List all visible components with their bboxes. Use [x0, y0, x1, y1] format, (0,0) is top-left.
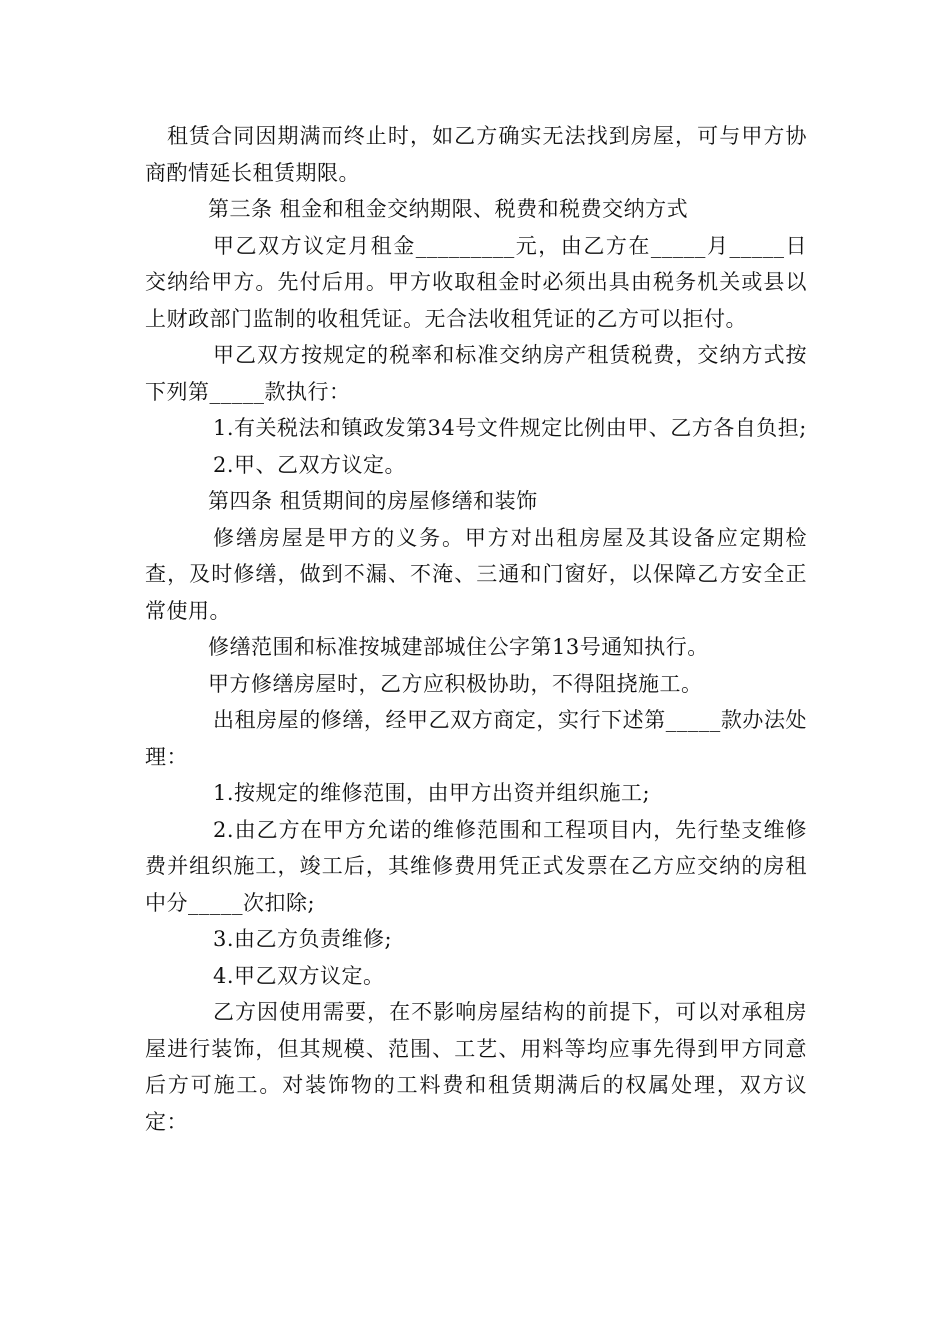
list-item-repair-3: 3.由乙方负责维修;: [213, 927, 393, 951]
heading-article-4: 第四条 租赁期间的房屋修缮和装饰: [208, 489, 538, 513]
list-item-tax-2: 2.甲、乙双方议定。: [213, 452, 407, 477]
paragraph-lease-extension: 租赁合同因期满而终止时，如乙方确实无法找到房屋，可与甲方协商酌情延长租赁期限。: [145, 124, 807, 185]
paragraph-repair-scope: 修缮范围和标准按城建部城住公字第13号通知执行。: [208, 635, 709, 659]
list-item-repair-1: 1.按规定的维修范围，由甲方出资并组织施工;: [213, 781, 651, 805]
list-item-tax-1: 1.有关税法和镇政发第34号文件规定比例由甲、乙方各自负担;: [213, 416, 807, 440]
paragraph-decoration: 乙方因使用需要，在不影响房屋结构的前提下，可以对承租房屋进行装饰，但其规模、范围、工艺、用料等均应事先得到甲方同意后方可施工。对装饰物的工料费和租赁期满后的权属处理，双方议定：: [145, 1000, 807, 1134]
paragraph-rent-amount: 甲乙双方议定月租金_________元，由乙方在_____月_____日交纳给甲方。先付后用。甲方收取租金时必须出具由税务机关或县以上财政部门监制的收租凭证。无合法收租凭证的乙方可以拒付。: [145, 233, 807, 331]
list-item-repair-2: 2.由乙方在甲方允诺的维修范围和工程项目内，先行垫支维修费并组织施工，竣工后，其维修费用凭正式发票在乙方应交纳的房租中分_____次扣除;: [145, 817, 807, 915]
document-page: [145, 118, 807, 1140]
paragraph-repair-duty: 修缮房屋是甲方的义务。甲方对出租房屋及其设备应定期检查，及时修缮，做到不漏、不淹、三通和门窗好，以保障乙方安全正常使用。: [145, 525, 807, 623]
list-item-repair-4: 4.甲乙双方议定。: [213, 963, 385, 988]
paragraph-repair-cooperation: 甲方修缮房屋时，乙方应积极协助，不得阻挠施工。: [208, 671, 703, 696]
paragraph-tax-payment: 甲乙双方按规定的税率和标准交纳房产租赁税费，交纳方式按下列第_____款执行：: [145, 343, 807, 404]
heading-article-3: 第三条 租金和租金交纳期限、税费和税费交纳方式: [208, 197, 689, 221]
paragraph-repair-method: 出租房屋的修缮，经甲乙双方商定，实行下述第_____款办法处理：: [145, 708, 807, 769]
